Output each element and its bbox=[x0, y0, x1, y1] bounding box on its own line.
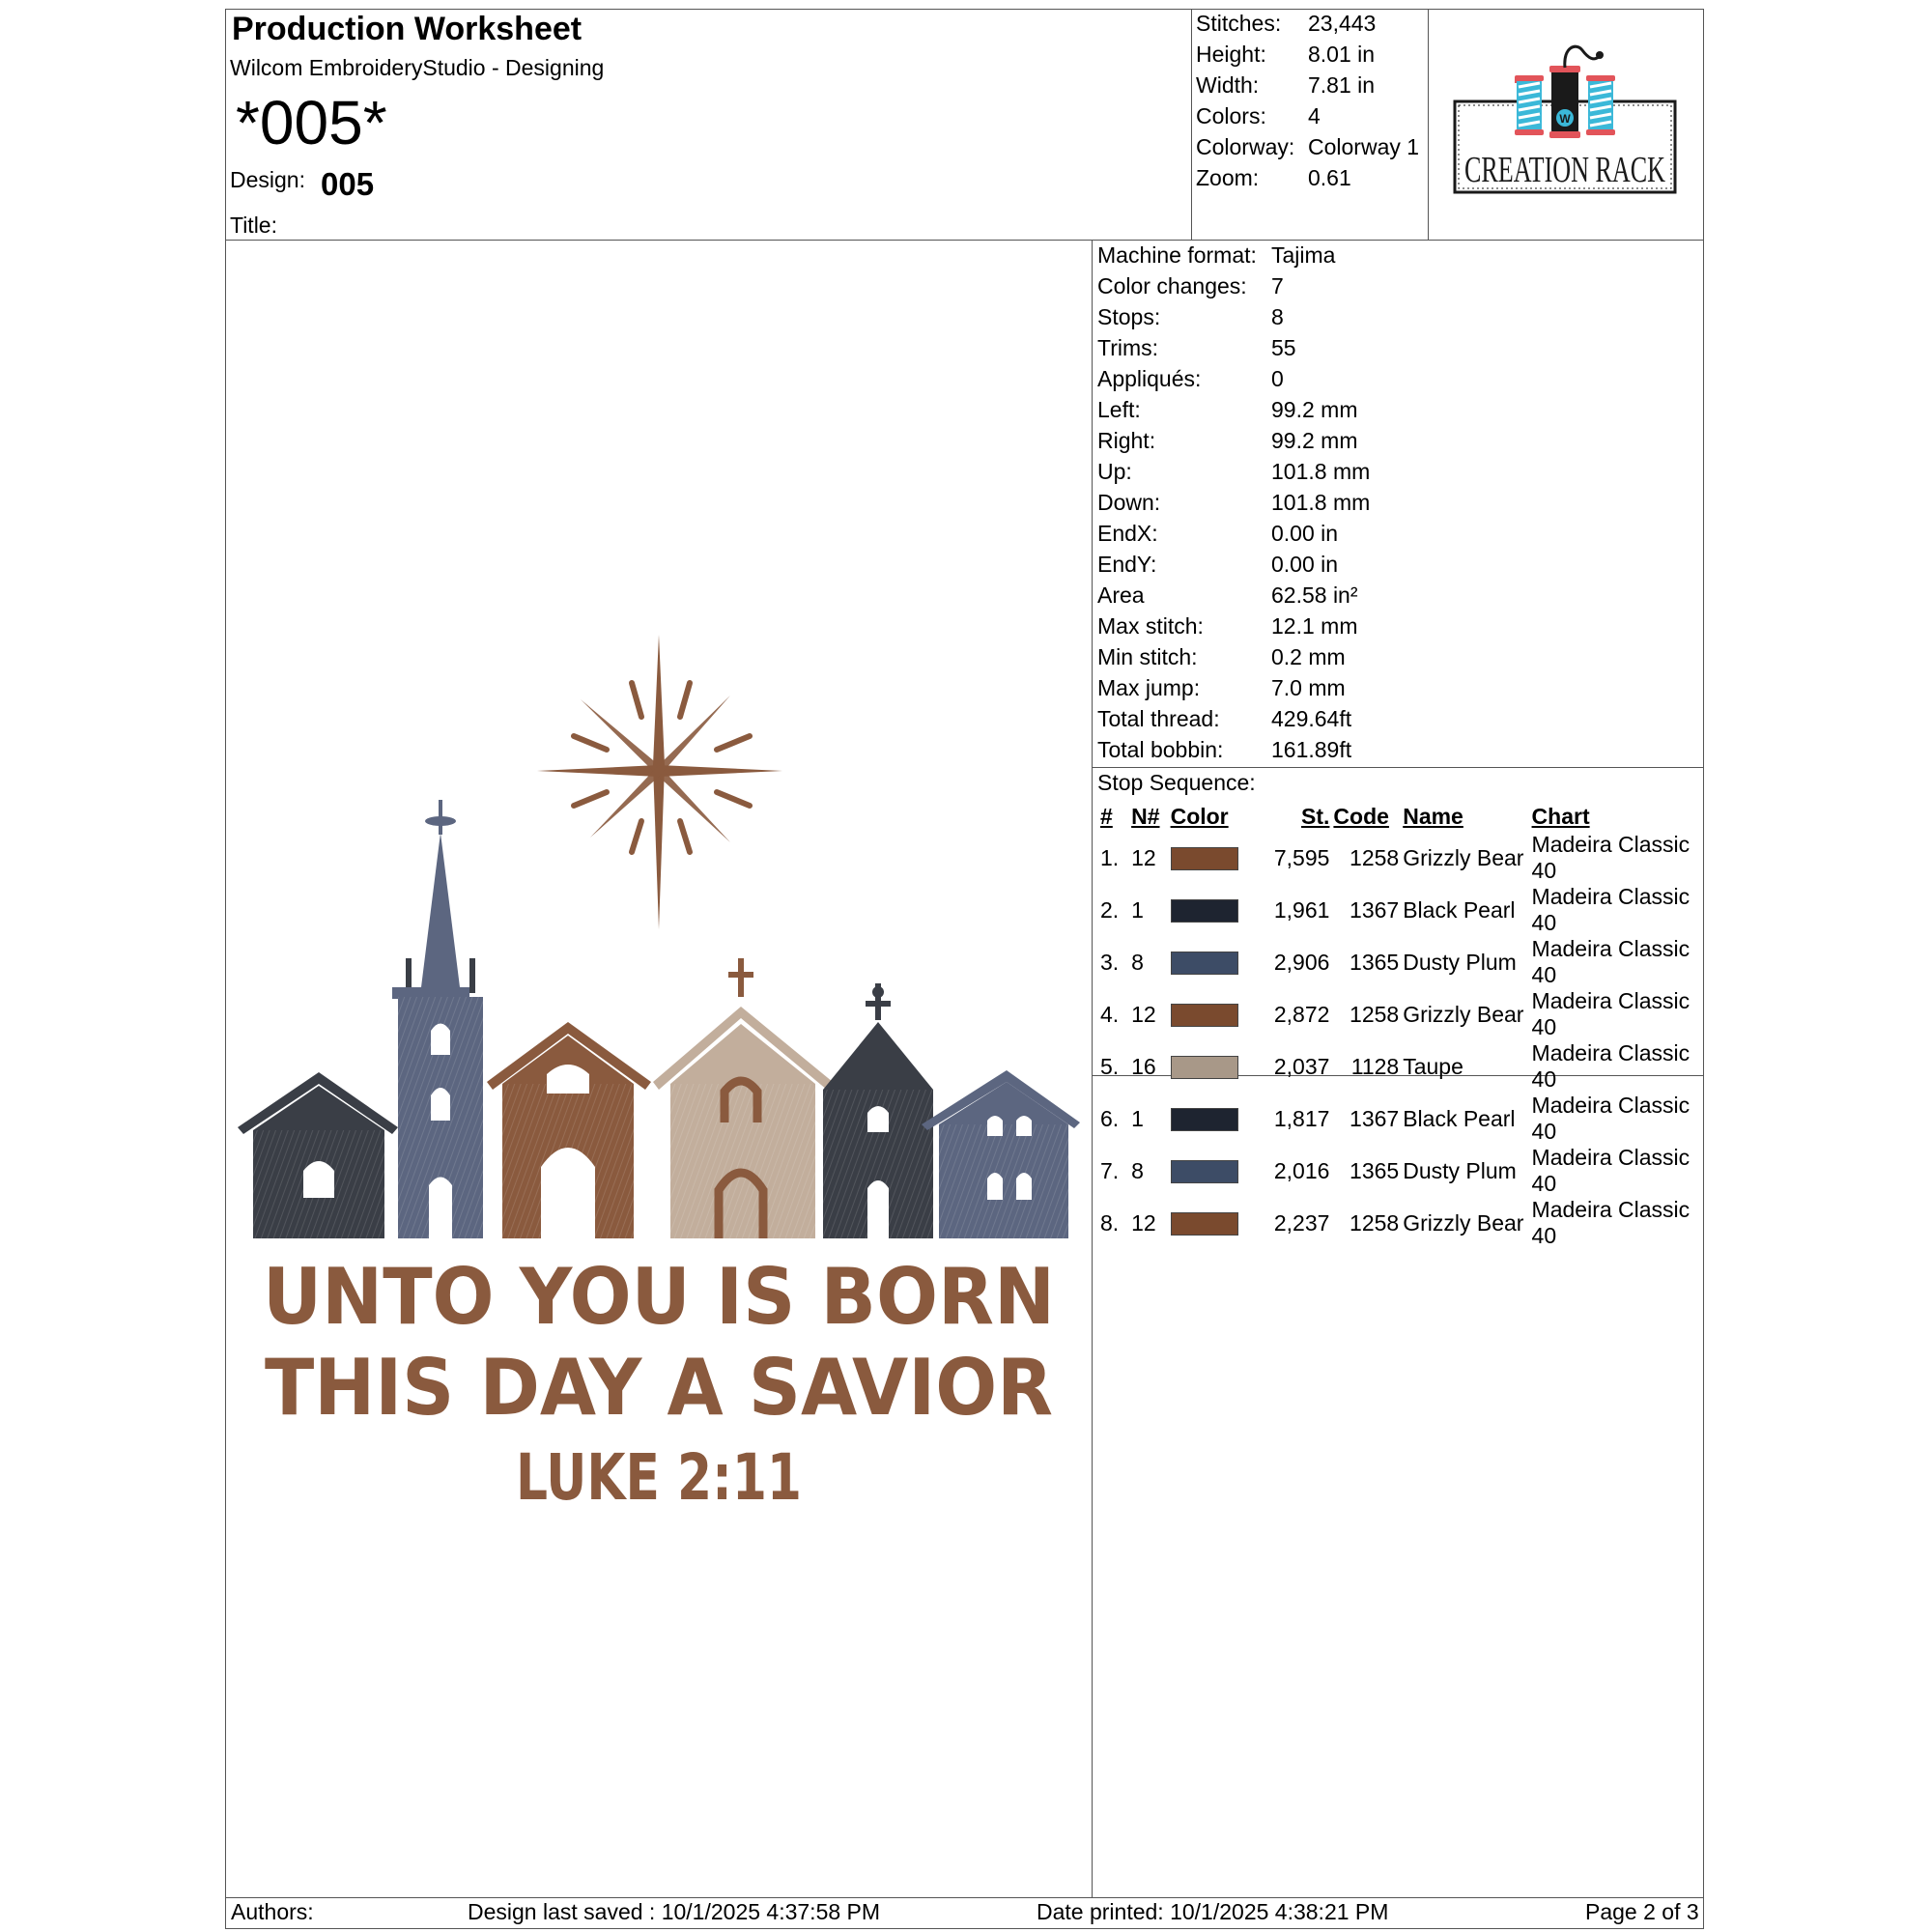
house-right bbox=[922, 1070, 1080, 1238]
design-preview bbox=[228, 243, 1090, 1895]
stop-idx-cell: 3. bbox=[1100, 949, 1120, 975]
design-big-id: *005* bbox=[236, 88, 387, 157]
stop-idx-cell: 5. bbox=[1100, 1053, 1120, 1079]
stop-st-cell: 1,817 bbox=[1273, 1105, 1330, 1131]
stop-st-cell: 2,906 bbox=[1273, 949, 1330, 975]
verse-line-2: THIS DAY A SAVIOR bbox=[265, 1343, 1053, 1433]
stitches-value: 23,443 bbox=[1308, 11, 1377, 36]
stop-row bbox=[1096, 936, 1705, 988]
spec-value: 12.1 mm bbox=[1271, 613, 1358, 639]
design-value: 005 bbox=[321, 166, 375, 202]
spec-value: 99.2 mm bbox=[1271, 428, 1358, 453]
stop-idx-cell: 8. bbox=[1100, 1209, 1120, 1236]
stop-idx-cell: 6. bbox=[1100, 1105, 1120, 1131]
stop-row bbox=[1096, 1197, 1705, 1249]
church-tower bbox=[392, 800, 483, 1238]
stop-header-cell: St. bbox=[1301, 804, 1330, 829]
spec-label: Up: bbox=[1097, 459, 1132, 484]
spec-value: 55 bbox=[1271, 335, 1296, 360]
specs-divider bbox=[1092, 767, 1704, 768]
color-swatch-cell bbox=[1167, 1145, 1267, 1197]
stop-code-cell: 1128 bbox=[1350, 1053, 1400, 1079]
stop-name-cell: Grizzly Bear bbox=[1403, 1209, 1524, 1236]
stop-sequence-title: Stop Sequence: bbox=[1097, 770, 1256, 795]
spec-value: 7.0 mm bbox=[1271, 675, 1346, 700]
stop-chart-cell: Madeira Classic 40 bbox=[1531, 1093, 1690, 1144]
stop-chart-cell: Madeira Classic 40 bbox=[1531, 832, 1690, 883]
stop-chart-cell: Madeira Classic 40 bbox=[1531, 1040, 1690, 1092]
stop-header-cell: Chart bbox=[1531, 804, 1590, 829]
spec-value: 0.00 in bbox=[1271, 552, 1339, 577]
color-swatch-cell bbox=[1167, 1040, 1267, 1093]
spec-value: 161.89ft bbox=[1271, 737, 1352, 762]
color-swatch-cell bbox=[1167, 832, 1267, 884]
stop-chart-cell: Madeira Classic 40 bbox=[1531, 936, 1690, 987]
stop-st-cell: 2,037 bbox=[1273, 1053, 1330, 1079]
spec-value: 429.64ft bbox=[1271, 706, 1352, 731]
stop-n-cell: 16 bbox=[1131, 1053, 1156, 1079]
stop-st-cell: 7,595 bbox=[1273, 844, 1330, 870]
spool-right-icon bbox=[1586, 75, 1615, 135]
stop-st-cell: 1,961 bbox=[1273, 896, 1330, 923]
design-label: Design: bbox=[230, 167, 305, 192]
stop-chart-cell: Madeira Classic 40 bbox=[1531, 1145, 1690, 1196]
zoom-label: Zoom: bbox=[1196, 165, 1260, 190]
stop-header-cell: Color bbox=[1170, 804, 1229, 829]
stop-idx-cell: 4. bbox=[1100, 1001, 1120, 1027]
verse-line-1: UNTO YOU IS BORN bbox=[263, 1252, 1055, 1342]
spec-label: Stops: bbox=[1097, 304, 1161, 329]
stop-name-cell: Grizzly Bear bbox=[1403, 1001, 1524, 1027]
spec-value: 7 bbox=[1271, 273, 1284, 298]
stop-header-cell: Name bbox=[1403, 804, 1463, 829]
stop-name-cell: Taupe bbox=[1403, 1053, 1463, 1079]
house-brown bbox=[487, 1022, 651, 1238]
stop-code-cell: 1258 bbox=[1350, 1209, 1400, 1236]
stop-header-cell: N# bbox=[1131, 804, 1160, 829]
colors-value: 4 bbox=[1308, 103, 1321, 128]
stop-idx-cell: 1. bbox=[1100, 844, 1120, 870]
color-swatch-cell bbox=[1167, 988, 1267, 1040]
color-swatch-cell bbox=[1167, 884, 1267, 936]
color-swatch bbox=[1171, 899, 1238, 923]
panel-divider bbox=[1092, 240, 1093, 1898]
width-value: 7.81 in bbox=[1308, 72, 1376, 98]
stop-name-cell: Black Pearl bbox=[1403, 896, 1516, 923]
spec-label: Max jump: bbox=[1097, 675, 1201, 700]
stitches-label: Stitches: bbox=[1196, 11, 1282, 36]
footer-page: Page 2 of 3 bbox=[1585, 1899, 1699, 1924]
colors-label: Colors: bbox=[1196, 103, 1266, 128]
stop-code-cell: 1258 bbox=[1350, 844, 1400, 870]
stop-st-cell: 2,016 bbox=[1273, 1157, 1330, 1183]
stop-chart-cell: Madeira Classic 40 bbox=[1531, 1197, 1690, 1248]
stop-n-cell: 1 bbox=[1131, 896, 1144, 923]
stop-code-cell: 1367 bbox=[1350, 896, 1400, 923]
width-label: Width: bbox=[1196, 72, 1260, 98]
color-swatch bbox=[1171, 1212, 1238, 1236]
stop-n-cell: 1 bbox=[1131, 1105, 1144, 1131]
stop-code-cell: 1365 bbox=[1350, 949, 1400, 975]
stop-st-cell: 2,237 bbox=[1273, 1209, 1330, 1236]
house-taupe bbox=[653, 958, 833, 1238]
spec-label: Trims: bbox=[1097, 335, 1159, 360]
stop-st-cell: 2,872 bbox=[1273, 1001, 1330, 1027]
spec-value: 0.00 in bbox=[1271, 521, 1339, 546]
height-value: 8.01 in bbox=[1308, 42, 1376, 67]
stop-n-cell: 12 bbox=[1131, 844, 1156, 870]
stop-idx-cell: 2. bbox=[1100, 896, 1120, 923]
stop-n-cell: 12 bbox=[1131, 1001, 1156, 1027]
page-title: Production Worksheet bbox=[232, 11, 582, 47]
stop-name-cell: Dusty Plum bbox=[1403, 949, 1517, 975]
stop-n-cell: 12 bbox=[1131, 1209, 1156, 1236]
footer-divider bbox=[225, 1897, 1704, 1898]
stop-code-cell: 1367 bbox=[1350, 1105, 1400, 1131]
stop-code-cell: 1258 bbox=[1350, 1001, 1400, 1027]
creation-rack-logo bbox=[1449, 39, 1681, 203]
spool-left-icon bbox=[1515, 75, 1544, 135]
design-artwork bbox=[228, 243, 1090, 1895]
spec-label: Machine format: bbox=[1097, 242, 1257, 268]
stop-row bbox=[1096, 884, 1705, 936]
colorway-label: Colorway: bbox=[1196, 134, 1295, 159]
header-divider-v2 bbox=[1428, 9, 1429, 241]
svg-text:W: W bbox=[1559, 112, 1571, 126]
color-swatch bbox=[1171, 1160, 1238, 1183]
color-swatch bbox=[1171, 1056, 1238, 1079]
stop-chart-cell: Madeira Classic 40 bbox=[1531, 988, 1690, 1039]
footer-authors: Authors: bbox=[231, 1899, 314, 1924]
color-swatch bbox=[1171, 1108, 1238, 1131]
app-name: Wilcom EmbroideryStudio - Designing bbox=[230, 55, 605, 80]
spec-label: Total thread: bbox=[1097, 706, 1220, 731]
logo-text: CREATION RACK bbox=[1464, 150, 1666, 190]
spec-label: Appliqués: bbox=[1097, 366, 1202, 391]
stop-chart-cell: Madeira Classic 40 bbox=[1531, 884, 1690, 935]
spec-value: 62.58 in² bbox=[1271, 582, 1358, 608]
spec-label: Down: bbox=[1097, 490, 1161, 515]
spec-label: Area bbox=[1097, 582, 1145, 608]
star-of-bethlehem bbox=[537, 635, 782, 929]
color-swatch bbox=[1171, 1004, 1238, 1027]
spec-label: Total bobbin: bbox=[1097, 737, 1224, 762]
color-swatch-cell bbox=[1167, 1197, 1267, 1249]
footer-printed: Date printed: 10/1/2025 4:38:21 PM bbox=[1037, 1899, 1389, 1924]
stop-header-cell: Code bbox=[1333, 804, 1389, 829]
stop-row bbox=[1096, 988, 1705, 1040]
spec-label: EndX: bbox=[1097, 521, 1158, 546]
logo-graphic bbox=[1449, 39, 1681, 203]
stop-row bbox=[1096, 1040, 1705, 1093]
spec-value: 99.2 mm bbox=[1271, 397, 1358, 422]
spec-label: EndY: bbox=[1097, 552, 1157, 577]
zoom-value: 0.61 bbox=[1308, 165, 1351, 190]
spec-value: 0.2 mm bbox=[1271, 644, 1346, 669]
spec-value: 101.8 mm bbox=[1271, 490, 1371, 515]
spec-label: Left: bbox=[1097, 397, 1141, 422]
house-left bbox=[238, 1072, 398, 1238]
header-divider bbox=[225, 240, 1704, 241]
colorway-value: Colorway 1 bbox=[1308, 134, 1420, 159]
stop-row bbox=[1096, 1093, 1705, 1145]
spec-label: Min stitch: bbox=[1097, 644, 1198, 669]
spec-label: Right: bbox=[1097, 428, 1156, 453]
height-label: Height: bbox=[1196, 42, 1266, 67]
spec-value: 101.8 mm bbox=[1271, 459, 1371, 484]
stop-row bbox=[1096, 1145, 1705, 1197]
stop-name-cell: Grizzly Bear bbox=[1403, 844, 1524, 870]
stop-header-cell: # bbox=[1100, 804, 1113, 829]
stop-n-cell: 8 bbox=[1131, 949, 1144, 975]
color-swatch-cell bbox=[1167, 1093, 1267, 1145]
color-swatch-cell bbox=[1167, 936, 1267, 988]
stop-row bbox=[1096, 832, 1705, 884]
title-label: Title: bbox=[230, 213, 277, 238]
verse-reference: LUKE 2:11 bbox=[516, 1440, 802, 1515]
color-swatch bbox=[1171, 847, 1238, 870]
footer-saved: Design last saved : 10/1/2025 4:37:58 PM bbox=[468, 1899, 881, 1924]
stop-code-cell: 1365 bbox=[1350, 1157, 1400, 1183]
stop-sequence-table bbox=[1096, 802, 1705, 1249]
spec-value: 8 bbox=[1271, 304, 1284, 329]
spec-label: Color changes: bbox=[1097, 273, 1247, 298]
stop-name-cell: Dusty Plum bbox=[1403, 1157, 1517, 1183]
stop-n-cell: 8 bbox=[1131, 1157, 1144, 1183]
stop-name-cell: Black Pearl bbox=[1403, 1105, 1516, 1131]
header-divider-v1 bbox=[1191, 9, 1192, 241]
stop-idx-cell: 7. bbox=[1100, 1157, 1120, 1183]
spec-label: Max stitch: bbox=[1097, 613, 1204, 639]
color-swatch bbox=[1171, 952, 1238, 975]
spec-value: 0 bbox=[1271, 366, 1284, 391]
spec-value: Tajima bbox=[1271, 242, 1336, 268]
stop-sequence-header bbox=[1096, 802, 1705, 832]
house-black-spire bbox=[823, 983, 933, 1238]
